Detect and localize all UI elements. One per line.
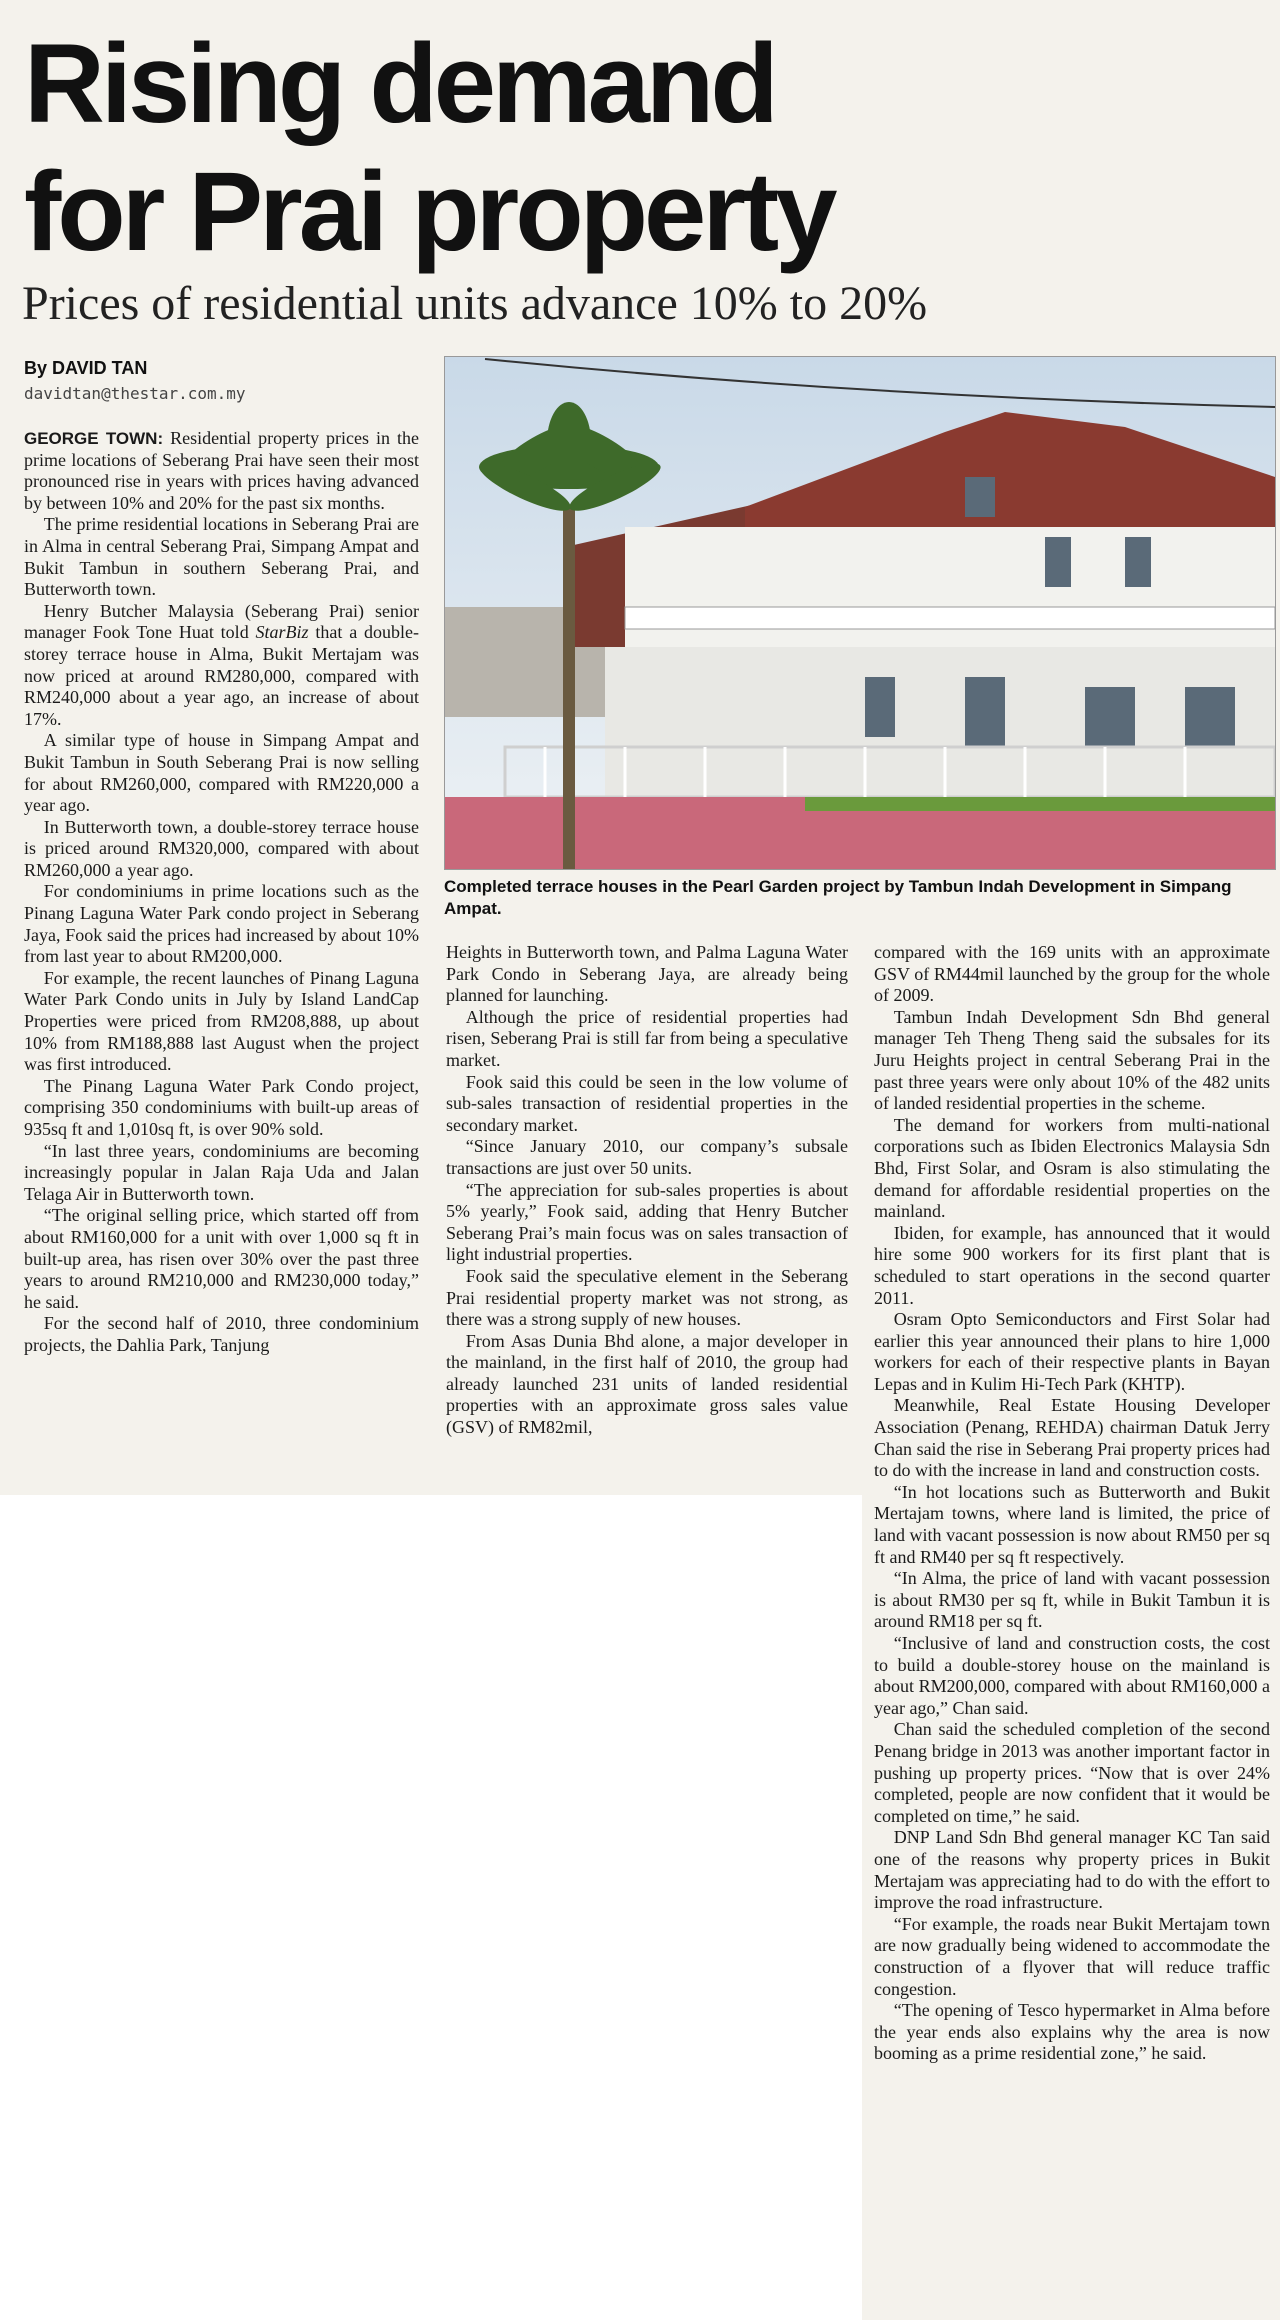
article-column-1 xyxy=(24,428,419,1494)
dateline: GEORGE TOWN: xyxy=(24,429,164,448)
paragraph: For condominiums in prime locations such as the Pinang Laguna Water Park condo project in Seberang Jaya, Fook said the prices had increased by about 10% from last year to about RM200,000. xyxy=(24,881,419,967)
paragraph: Fook said this could be seen in the low volume of sub-sales transaction of residential properties in the secondary market. xyxy=(446,1071,848,1135)
paragraph: “In Alma, the price of land with vacant possession is about RM30 per sq ft, while in Bukit Tambun it is around RM18 per sq ft. xyxy=(874,1568,1270,1632)
balcony xyxy=(625,607,1275,629)
terrace-houses-photo xyxy=(445,357,1275,869)
paragraph xyxy=(24,428,419,514)
palm-trunk xyxy=(563,507,575,869)
paragraph: “Since January 2010, our company’s subsale transactions are just over 50 units. xyxy=(446,1136,848,1178)
paragraph: “In hot locations such as Butterworth and Bukit Mertajam towns, where land is limited, the price of land with vacant possession is now about RM50 per sq ft and RM40 per sq ft respectively. xyxy=(874,1481,1270,1567)
paragraph xyxy=(24,601,419,731)
paragraph: The Pinang Laguna Water Park Condo project, comprising 350 condominiums with built-up areas of 935sq ft and 1,010sq ft, is over 90% sold. xyxy=(24,1075,419,1139)
paragraph: A similar type of house in Simpang Ampat and Bukit Tambun in South Seberang Prai is now selling for about RM260,000, compared with RM220,000 a year ago. xyxy=(24,730,419,816)
paragraph: Chan said the scheduled completion of the second Penang bridge in 2013 was another important factor in pushing up property prices. “Now that is over 24% completed, people are now confident that it would be completed on time,” he said. xyxy=(874,1719,1270,1826)
paragraph: The demand for workers from multi-national corporations such as Ibiden Electronics Malaysia Sdn Bhd, First Solar, and Osram is also stimulating the demand for affordable residential properties on the mainland. xyxy=(874,1114,1270,1222)
paragraph: “In last three years, condominiums are becoming increasingly popular in Jalan Raja Uda and Jalan Telaga Air in Butterworth town. xyxy=(24,1140,419,1204)
publication-name: StarBiz xyxy=(255,622,309,643)
article-column-2 xyxy=(446,942,848,1494)
paragraph: compared with the 169 units with an approximate GSV of RM44mil launched by the group for the whole of 2009. xyxy=(874,942,1270,1006)
photo-caption: Completed terrace houses in the Pearl Garden project by Tambun Indah Development in Simpang Ampat. xyxy=(444,877,1232,918)
paragraph: Tambun Indah Development Sdn Bhd general manager Teh Theng Theng said the subsales for its Juru Heights project in central Seberang Prai in the past three years were only about 10% of the 482 units of landed residential properties in the scheme. xyxy=(874,1006,1270,1114)
paragraph-text: Residential property prices in the prime locations of Seberang Prai have seen their most pronounced rise in years with prices having advanced by between 10% and 20% for the past six months. xyxy=(24,428,419,513)
paragraph: “The opening of Tesco hypermarket in Alma before the year ends also explains why the area is now booming as a prime residential zone,” he said. xyxy=(874,2000,1270,2064)
article-photo xyxy=(444,356,1276,870)
paragraph: Fook said the speculative element in the Seberang Prai residential property market was not strong, as there was a strong supply of new houses. xyxy=(446,1265,848,1330)
paragraph: “The appreciation for sub-sales properties is about 5% yearly,” Fook said, adding that Henry Butcher Seberang Prai’s main focus was on sales transaction of light industrial properties. xyxy=(446,1179,848,1265)
paragraph: Ibiden, for example, has announced that it would hire some 900 workers for its first plant that is scheduled to start operations in the second quarter 2011. xyxy=(874,1222,1270,1308)
paragraph: For the second half of 2010, three condominium projects, the Dahlia Park, Tanjung xyxy=(24,1313,419,1355)
paragraph: Although the price of residential properties had risen, Seberang Prai is still far from being a speculative market. xyxy=(446,1006,848,1070)
paragraph: DNP Land Sdn Bhd general manager KC Tan said one of the reasons why property prices in Bukit Mertajam was appreciating had to do with the effort to improve the road infrastructure. xyxy=(874,1827,1270,1913)
paragraph: Osram Opto Semiconductors and First Solar had earlier this year announced their plans to hire 1,000 workers for each of their respective plants in Bayan Lepas and in Kulim Hi-Tech Park (KHTP). xyxy=(874,1309,1270,1394)
subheadline: Prices of residential units advance 10% to 20% xyxy=(22,277,928,330)
paragraph-text: Henry Butcher Malaysia (Seberang Prai) senior manager Fook Tone Huat told xyxy=(24,600,419,643)
paragraph: Heights in Butterworth town, and Palma Laguna Water Park Condo in Seberang Jaya, are already being planned for launching. xyxy=(446,942,848,1006)
author-email: davidtan@thestar.com.my xyxy=(24,384,246,403)
paragraph: In Butterworth town, a double-storey terrace house is priced around RM320,000, compared with about RM260,000 a year ago. xyxy=(24,816,419,880)
paragraph-text: that a double-storey terrace house in Alma, Bukit Mertajam was now priced at around RM280,000, compared with RM240,000 about a year ago, an increase of about 17%. xyxy=(24,622,419,729)
headline-line-1: Rising demand xyxy=(24,21,775,146)
paragraph: “The original selling price, which started off from about RM160,000 for a unit with over 1,000 sq ft in built-up area, has risen over 30% over the past three years to around RM210,000 and RM230,000 today,” he said. xyxy=(24,1205,419,1312)
paragraph: For example, the recent launches of Pinang Laguna Water Park Condo units in July by Island LandCap Properties were priced from RM208,888, up about 10% from RM188,888 last August when the project was first introduced. xyxy=(24,967,419,1075)
paragraph: The prime residential locations in Seberang Prai are in Alma in central Seberang Prai, Simpang Ampat and Bukit Tambun in southern Seberang Prai, and Butterworth town. xyxy=(24,514,419,600)
lawn-strip xyxy=(805,797,1275,811)
byline: By DAVID TAN xyxy=(24,358,148,378)
paragraph: Meanwhile, Real Estate Housing Developer Association (Penang, REHDA) chairman Datuk Jerry Chan said the rise in Seberang Prai property prices had to do with the increase in land and construction costs. xyxy=(874,1395,1270,1481)
article-column-3 xyxy=(874,942,1270,2312)
paragraph: “For example, the roads near Bukit Mertajam town are now gradually being widened to accommodate the construction of a flyover that will reduce traffic congestion. xyxy=(874,1913,1270,1999)
headline-line-2: for Prai property xyxy=(24,149,834,274)
paragraph: From Asas Dunia Bhd alone, a major developer in the mainland, in the first half of 2010, the group had already launched 231 units of landed residential properties with an approximate gross sales value (GSV) of RM82mil, xyxy=(446,1330,848,1438)
paragraph: “Inclusive of land and construction costs, the cost to build a double-storey house on the mainland is about RM200,000, compared with about RM160,000 a year ago,” Chan said. xyxy=(874,1633,1270,1718)
